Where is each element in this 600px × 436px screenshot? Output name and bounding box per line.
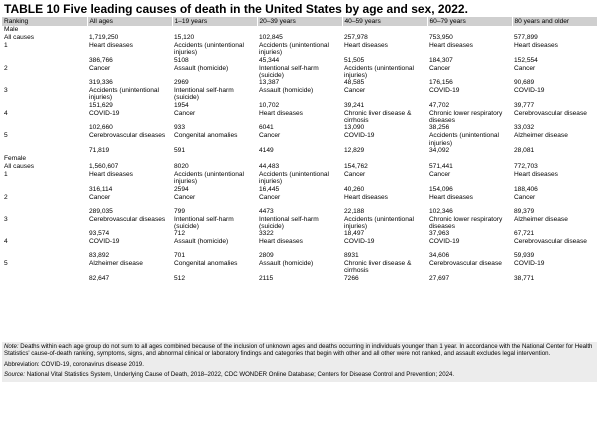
all-causes-row xyxy=(2,163,597,171)
cause-row xyxy=(2,65,597,80)
cause-name: Accidents (unintentional injuries) xyxy=(259,42,330,57)
death-count: 176,156 xyxy=(429,79,453,87)
death-count-row xyxy=(2,57,597,65)
rank-number: 3 xyxy=(4,87,8,95)
cause-name: Heart diseases xyxy=(344,193,388,201)
table-title: TABLE 10 Five leading causes of death in the United States by age and sex, 2022. xyxy=(4,2,468,16)
death-count: 2969 xyxy=(174,79,189,87)
cause-name: Accidents (unintentional injuries) xyxy=(344,64,415,79)
death-count-row xyxy=(2,208,597,216)
empty-cell xyxy=(2,252,87,260)
cause-name: Accidents (unintentional injuries) xyxy=(174,42,245,57)
cause-name: Heart diseases xyxy=(259,238,303,246)
cause-name: Cerebrovascular disease xyxy=(514,238,587,246)
empty-cell xyxy=(2,208,87,216)
cause-name: Heart diseases xyxy=(514,170,558,178)
death-count: 93,574 xyxy=(89,230,110,238)
cause-row xyxy=(2,171,597,186)
death-count: 34,092 xyxy=(429,146,450,154)
cause-name: COVID-19 xyxy=(514,260,545,268)
abbreviation-text: Abbreviation: COVID-19, coronavirus disease 2019. xyxy=(4,360,144,368)
death-count: 512 xyxy=(174,274,186,282)
all-causes-row xyxy=(2,34,597,42)
cause-name: Alzheimer disease xyxy=(89,260,143,268)
death-count: 591 xyxy=(174,146,186,154)
empty-cell xyxy=(2,57,87,65)
cause-name: Heart diseases xyxy=(429,42,473,49)
death-count: 16,445 xyxy=(259,185,280,193)
rank-number: 3 xyxy=(4,215,8,223)
cause-name: Cancer xyxy=(514,193,536,201)
empty-cell xyxy=(342,155,427,163)
cause-name: Intentional self-harm (suicide) xyxy=(259,64,319,79)
cause-name: Cerebrovascular disease xyxy=(514,109,587,117)
cause-row xyxy=(2,132,597,147)
death-count: 39,777 xyxy=(514,101,535,109)
cause-name: Cancer xyxy=(89,64,111,72)
cause-name: Cancer xyxy=(514,64,536,72)
cause-name: Chronic lower respiratory diseases xyxy=(429,215,503,230)
cause-name: Cancer xyxy=(174,109,196,117)
death-count: 67,721 xyxy=(514,230,535,238)
death-count: 319,336 xyxy=(89,79,113,87)
death-count: 90,689 xyxy=(514,79,535,87)
column-header-40-59: 40–59 years xyxy=(342,17,427,26)
cause-name: Heart diseases xyxy=(259,109,303,117)
empty-cell xyxy=(427,155,512,163)
all-causes-value: 753,950 xyxy=(429,34,453,41)
note-text: Deaths within each age group do not sum to all ages combined because of the inclusion of unknown ages and deaths occurring in individuals younger than 1 year. In accordance with the National Center for Health Statistics' cause-of-death ranking, symptoms, signs, and abnormal clinical or laboratory findings and categories that begin with other and all other were not ranked, and assault excludes legal intervention. xyxy=(4,343,593,358)
death-count: 799 xyxy=(174,207,186,215)
all-causes-value: 1,719,250 xyxy=(89,34,119,41)
death-count: 45,344 xyxy=(259,56,280,64)
death-count: 102,660 xyxy=(89,124,113,132)
all-causes-value: 15,120 xyxy=(174,34,195,41)
empty-cell xyxy=(2,102,87,110)
cause-name: Cerebrovascular diseases xyxy=(89,215,166,223)
empty-cell xyxy=(87,155,172,163)
cause-name: Intentional self-harm (suicide) xyxy=(174,87,234,102)
death-count: 152,554 xyxy=(514,56,538,64)
empty-cell xyxy=(2,275,87,283)
death-count-row xyxy=(2,186,597,194)
cause-name: Cancer xyxy=(174,193,196,201)
column-header-20-39: 20–39 years xyxy=(257,17,342,26)
cause-name: Heart diseases xyxy=(344,42,388,49)
source-label: Source: xyxy=(4,371,26,379)
cause-name: Assault (homicide) xyxy=(174,238,229,246)
all-causes-value: 772,703 xyxy=(514,162,538,170)
cause-name: Intentional self-harm (suicide) xyxy=(259,215,319,230)
cause-name: Congenital anomalies xyxy=(174,260,238,268)
empty-cell xyxy=(342,26,427,34)
death-count: 2809 xyxy=(259,252,274,260)
all-causes-label: All causes xyxy=(4,34,35,41)
death-count: 27,697 xyxy=(429,274,450,282)
death-count: 13,387 xyxy=(259,79,280,87)
empty-cell xyxy=(172,26,257,34)
death-count: 12,829 xyxy=(344,146,365,154)
death-count: 33,032 xyxy=(514,124,535,132)
cause-row xyxy=(2,110,597,125)
cause-name: Accidents (unintentional injuries) xyxy=(174,170,245,186)
cause-name: COVID-19 xyxy=(429,87,460,95)
death-count: 34,606 xyxy=(429,252,450,260)
cause-name: Accidents (unintentional injuries) xyxy=(344,215,415,230)
column-header-80-plus: 80 years and older xyxy=(512,17,597,26)
death-count: 102,346 xyxy=(429,207,453,215)
column-header-all-ages: All ages xyxy=(87,17,172,26)
empty-cell xyxy=(2,147,87,155)
cause-name: Cancer xyxy=(259,132,281,140)
death-count: 1954 xyxy=(174,101,189,109)
source-paragraph xyxy=(4,371,597,378)
death-count: 18,497 xyxy=(344,230,365,238)
all-causes-value: 577,899 xyxy=(514,34,538,41)
death-count: 316,114 xyxy=(89,185,113,193)
death-count: 89,379 xyxy=(514,207,535,215)
all-causes-value: 1,560,607 xyxy=(89,162,119,170)
death-count: 4149 xyxy=(259,146,274,154)
cause-name: Assault (homicide) xyxy=(174,64,229,72)
empty-cell xyxy=(427,26,512,34)
cause-name: Assault (homicide) xyxy=(259,87,314,95)
cause-name: Cancer xyxy=(429,170,451,178)
cause-row xyxy=(2,42,597,57)
death-count: 386,766 xyxy=(89,56,113,64)
death-count: 10,702 xyxy=(259,101,280,109)
all-causes-value: 154,762 xyxy=(344,162,368,170)
cause-row xyxy=(2,260,597,275)
cause-name: Cancer xyxy=(344,87,366,95)
death-count: 22,188 xyxy=(344,207,365,215)
cause-name: Cancer xyxy=(429,64,451,72)
death-count: 8931 xyxy=(344,252,359,260)
death-count: 2594 xyxy=(174,185,189,193)
empty-cell xyxy=(2,230,87,238)
cause-name: COVID-19 xyxy=(514,87,545,95)
header-row xyxy=(2,17,597,26)
all-causes-value: 257,978 xyxy=(344,34,368,41)
empty-cell xyxy=(87,26,172,34)
cause-name: Heart diseases xyxy=(429,193,473,201)
death-count: 5108 xyxy=(174,56,189,64)
column-header-ranking: Ranking xyxy=(2,17,87,26)
death-count: 13,090 xyxy=(344,124,365,132)
sex-section-row xyxy=(2,155,597,163)
cause-row xyxy=(2,87,597,102)
death-count: 82,647 xyxy=(89,274,110,282)
all-causes-value: 102,845 xyxy=(259,34,283,41)
death-count-row xyxy=(2,275,597,283)
cause-name: Cancer xyxy=(259,193,281,201)
rank-number: 1 xyxy=(4,42,8,49)
rank-number: 4 xyxy=(4,238,8,246)
death-count-row xyxy=(2,124,597,132)
death-count: 712 xyxy=(174,230,186,238)
cause-name: Chronic liver disease & cirrhosis xyxy=(344,260,412,275)
cause-name: Intentional self-harm (suicide) xyxy=(174,215,234,230)
death-count: 48,585 xyxy=(344,79,365,87)
death-count-row xyxy=(2,252,597,260)
column-header-1-19: 1–19 years xyxy=(172,17,257,26)
all-causes-value: 44,483 xyxy=(259,162,280,170)
death-count-row xyxy=(2,147,597,155)
empty-cell xyxy=(512,26,597,34)
cause-name: Chronic liver disease & cirrhosis xyxy=(344,109,412,125)
death-count: 37,963 xyxy=(429,230,450,238)
cause-row xyxy=(2,238,597,252)
death-count-row xyxy=(2,79,597,87)
empty-cell xyxy=(2,124,87,132)
cause-name: Heart diseases xyxy=(89,42,133,49)
death-count: 289,035 xyxy=(89,207,113,215)
death-count: 4473 xyxy=(259,207,274,215)
empty-cell xyxy=(172,155,257,163)
death-count: 151,629 xyxy=(89,101,113,109)
all-causes-value: 571,441 xyxy=(429,162,453,170)
table-body xyxy=(2,26,597,283)
death-count: 184,307 xyxy=(429,56,453,64)
all-causes-label: All causes xyxy=(4,162,35,170)
cause-name: Accidents (unintentional injuries) xyxy=(429,132,500,147)
death-count: 2115 xyxy=(259,274,274,282)
rank-number: 2 xyxy=(4,193,8,201)
cause-name: Congenital anomalies xyxy=(174,132,238,140)
death-count: 39,241 xyxy=(344,101,365,109)
cause-name: Assault (homicide) xyxy=(259,260,314,268)
cause-name: Cerebrovascular diseases xyxy=(89,132,166,140)
death-count: 154,096 xyxy=(429,185,453,193)
death-count: 38,771 xyxy=(514,274,535,282)
rank-number: 5 xyxy=(4,260,8,268)
cause-name: Cerebrovascular disease xyxy=(429,260,502,268)
cause-name: COVID-19 xyxy=(429,238,460,246)
rank-number: 5 xyxy=(4,132,8,140)
death-count: 47,702 xyxy=(429,101,450,109)
cause-name: Chronic lower respiratory diseases xyxy=(429,109,503,125)
cause-name: Heart diseases xyxy=(89,170,133,178)
cause-name: COVID-19 xyxy=(89,109,120,117)
table-notes xyxy=(2,342,597,382)
cause-name: Alzheimer disease xyxy=(514,132,568,140)
empty-cell xyxy=(512,155,597,163)
death-count: 83,892 xyxy=(89,252,110,260)
death-count: 7266 xyxy=(344,274,359,282)
cause-row xyxy=(2,216,597,231)
death-count: 51,505 xyxy=(344,56,365,64)
death-count: 933 xyxy=(174,124,186,132)
death-count: 71,819 xyxy=(89,146,110,154)
rank-number: 2 xyxy=(4,64,8,72)
note-paragraph xyxy=(4,343,597,358)
cause-name: Cancer xyxy=(89,193,111,201)
causes-of-death-table xyxy=(2,17,597,283)
death-count: 59,939 xyxy=(514,252,535,260)
cause-name: COVID-19 xyxy=(89,238,120,246)
death-count: 40,260 xyxy=(344,185,365,193)
cause-row xyxy=(2,194,597,208)
source-text: National Vital Statistics System, Underlying Cause of Death, 2018–2022, CDC WONDER Online Database; Centers for Disease Control and Prevention; 2024. xyxy=(26,371,455,379)
rank-number: 1 xyxy=(4,170,8,178)
empty-cell xyxy=(2,79,87,87)
rank-number: 4 xyxy=(4,109,8,117)
empty-cell xyxy=(2,186,87,194)
all-causes-value: 8020 xyxy=(174,162,189,170)
cause-name: Alzheimer disease xyxy=(514,215,568,223)
death-count-row xyxy=(2,102,597,110)
cause-name: Cancer xyxy=(344,170,366,178)
cause-name: Accidents (unintentional injuries) xyxy=(89,87,160,102)
cause-name: Accidents (unintentional injuries) xyxy=(259,170,330,186)
death-count: 3322 xyxy=(259,230,274,238)
sex-section-row xyxy=(2,26,597,34)
death-count: 6041 xyxy=(259,124,274,132)
death-count: 701 xyxy=(174,252,186,260)
empty-cell xyxy=(257,155,342,163)
empty-cell xyxy=(257,26,342,34)
cause-name: COVID-19 xyxy=(344,238,375,246)
sex-label: Female xyxy=(4,154,26,162)
sex-label: Male xyxy=(4,26,19,33)
cause-name: Heart diseases xyxy=(514,42,558,49)
death-count: 188,406 xyxy=(514,185,538,193)
cause-name: COVID-19 xyxy=(344,132,375,140)
note-label: Note: xyxy=(4,343,19,350)
column-header-60-79: 60–79 years xyxy=(427,17,512,26)
death-count-row xyxy=(2,230,597,238)
death-count: 28,081 xyxy=(514,146,535,154)
death-count: 38,256 xyxy=(429,124,450,132)
